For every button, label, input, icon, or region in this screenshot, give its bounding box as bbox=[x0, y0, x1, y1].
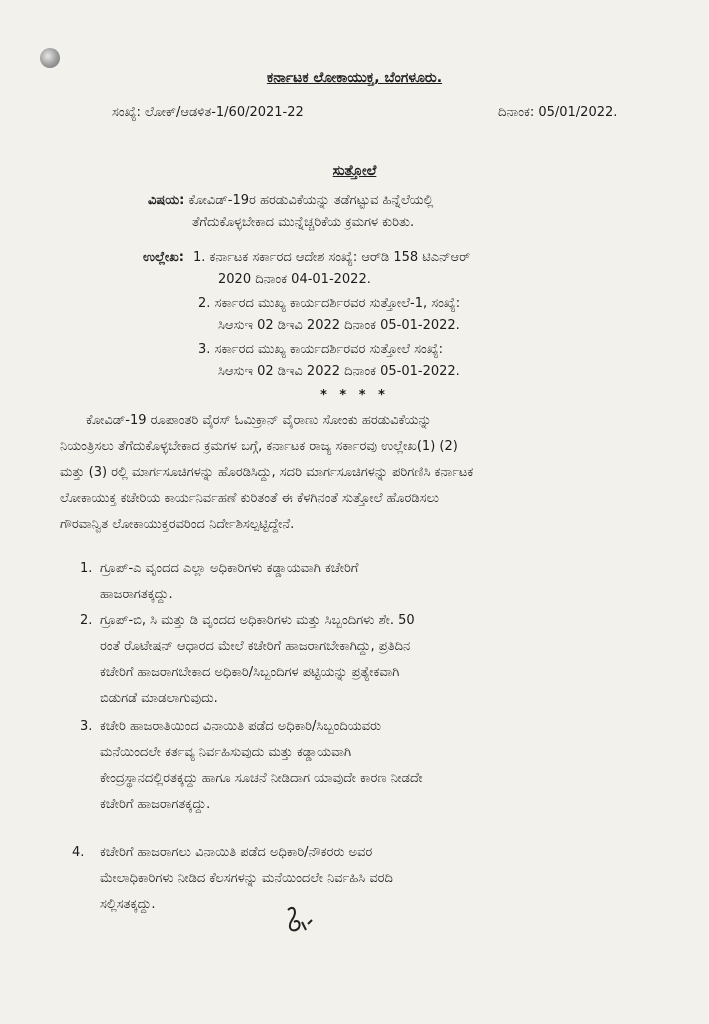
subject-label: ವಿಷಯ: bbox=[148, 193, 185, 208]
references-label: ಉಲ್ಲೇಖ: bbox=[143, 250, 184, 265]
directive-4-number: 4. bbox=[72, 845, 85, 860]
directive-2-number: 2. bbox=[80, 613, 93, 628]
directive-3-line-2: ಮನೆಯಿಂದಲೇ ಕರ್ತವ್ಯ ನಿರ್ವಹಿಸುವುದು ಮತ್ತು ಕಡ್ಡಾಯವಾಗಿ bbox=[100, 745, 352, 760]
subject-line-2: ತೆಗೆದುಕೊಳ್ಳಬೇಕಾದ ಮುನ್ನೆಚ್ಚರಿಕೆಯ ಕ್ರಮಗಳ ಕುರಿತು. bbox=[192, 215, 415, 230]
directive-3-line-3: ಕೇಂದ್ರಸ್ಥಾನದಲ್ಲಿರತಕ್ಕದ್ದು ಹಾಗೂ ಸೂಚನೆ ನೀಡಿದಾಗ ಯಾವುದೇ ಕಾರಣ ನೀಡದೇ bbox=[100, 771, 423, 786]
directive-2-line-1: ಗ್ರೂಪ್-ಬಿ, ಸಿ ಮತ್ತು ಡಿ ವೃಂದದ ಅಧಿಕಾರಿಗಳು ಮತ್ತು ಸಿಬ್ಬಂದಿಗಳು ಶೇ. 50 bbox=[100, 613, 415, 628]
directive-2-line-2: ರಂತೆ ರೊಟೇಷನ್ ಆಧಾರದ ಮೇಲೆ ಕಚೇರಿಗೆ ಹಾಜರಾಗಬೇಕಾಗಿದ್ದು, ಪ್ರತಿದಿನ bbox=[100, 639, 411, 654]
directive-1-number: 1. bbox=[80, 561, 93, 576]
separator-stars: * * * * bbox=[320, 388, 389, 403]
initials-signature bbox=[280, 900, 320, 940]
directive-3-line-1: ಕಚೇರಿ ಹಾಜರಾತಿಯಿಂದ ವಿನಾಯಿತಿ ಪಡೆದ ಅಧಿಕಾರಿ/ಸಿಬ್ಬಂದಿಯವರು bbox=[100, 719, 382, 734]
body-line-5: ಗೌರವಾನ್ವಿತ ಲೋಕಾಯುಕ್ತರವರಿಂದ ನಿರ್ದೇಶಿಸಲ್ಪಟ್ಟಿದ್ದೇನೆ. bbox=[60, 517, 295, 532]
directive-4-line-2: ಮೇಲಾಧಿಕಾರಿಗಳು ನೀಡಿದ ಕೆಲಸಗಳನ್ನು ಮನೆಯಿಂದಲೇ ನಿರ್ವಹಿಸಿ ವರದಿ bbox=[100, 871, 393, 886]
directive-2-line-3: ಕಚೇರಿಗೆ ಹಾಜರಾಗಬೇಕಾದ ಅಧಿಕಾರಿ/ಸಿಬ್ಬಂದಿಗಳ ಪಟ್ಟಿಯನ್ನು ಪ್ರತ್ಯೇಕವಾಗಿ bbox=[100, 665, 400, 680]
reference-item-3-line-2: ಸಿಆಸುಇ 02 ಡಿಇವಿ 2022 ದಿನಾಂಕ 05-01-2022. bbox=[218, 364, 460, 379]
directive-3-number: 3. bbox=[80, 719, 93, 734]
office-header bbox=[0, 70, 709, 86]
body-line-4: ಲೋಕಾಯುಕ್ತ ಕಚೇರಿಯ ಕಾರ್ಯನಿರ್ವಹಣೆ ಕುರಿತಂತೆ ಈ ಕೆಳಗಿನಂತೆ ಸುತ್ತೋಲೆ ಹೊರಡಿಸಲು bbox=[60, 491, 440, 506]
directive-3-line-4: ಕಚೇರಿಗೆ ಹಾಜರಾಗತಕ್ಕದ್ದು. bbox=[100, 797, 211, 812]
directive-2-line-4: ಬಿಡುಗಡೆ ಮಾಡಲಾಗುವುದು. bbox=[100, 691, 218, 706]
directive-1-line-1: ಗ್ರೂಪ್-ಎ ವೃಂದದ ಎಲ್ಲಾ ಅಧಿಕಾರಿಗಳು ಕಡ್ಡಾಯವಾಗಿ ಕಚೇರಿಗೆ bbox=[100, 561, 359, 576]
reference-item-2-line-2: ಸಿಆಸುಇ 02 ಡಿಇವಿ 2022 ದಿನಾಂಕ 05-01-2022. bbox=[218, 318, 460, 333]
circular-heading bbox=[0, 163, 709, 179]
directive-4-line-3: ಸಲ್ಲಿಸತಕ್ಕದ್ದು. bbox=[100, 897, 156, 912]
body-line-1: ಕೋವಿಡ್-19 ರೂಪಾಂತರಿ ವೈರಸ್ ಓಮಿಕ್ರಾನ್ ವೈರಾಣು ಸೋಂಕು ಹರಡುವಿಕೆಯನ್ನು bbox=[86, 413, 432, 428]
subject-block bbox=[148, 190, 433, 234]
office-title: ಕರ್ನಾಟಕ ಲೋಕಾಯುಕ್ತ, ಬೆಂಗಳೂರು. bbox=[266, 70, 443, 86]
punch-hole bbox=[40, 48, 60, 68]
subject-line-1: ಕೋವಿಡ್-19ರ ಹರಡುವಿಕೆಯನ್ನು ತಡೆಗಟ್ಟುವ ಹಿನ್ನೆಲೆಯಲ್ಲಿ bbox=[188, 193, 434, 208]
circular-title: ಸುತ್ತೋಲೆ bbox=[332, 163, 377, 179]
reference-item-3-line-1: 3. ಸರ್ಕಾರದ ಮುಖ್ಯ ಕಾರ್ಯದರ್ಶಿರವರ ಸುತ್ತೋಲೆ ಸಂಖ್ಯೆ: bbox=[198, 342, 443, 357]
reference-date: ದಿನಾಂಕ: 05/01/2022. bbox=[498, 105, 618, 120]
reference-item-1-line-2: 2020 ದಿನಾಂಕ 04-01-2022. bbox=[218, 272, 371, 287]
reference-number: ಸಂಖ್ಯೆ: ಲೋಕ್/ಆಡಳಿತ-1/60/2021-22 bbox=[112, 105, 304, 120]
reference-item-1-line-1: 1. ಕರ್ನಾಟಕ ಸರ್ಕಾರದ ಆದೇಶ ಸಂಖ್ಯೆ: ಆರ್‌ಡಿ 158 ಟಿಎನ್‌ಆರ್ bbox=[193, 250, 471, 265]
directive-1-line-2: ಹಾಜರಾಗತಕ್ಕದ್ದು. bbox=[100, 587, 173, 602]
body-line-3: ಮತ್ತು (3) ರಲ್ಲಿ ಮಾರ್ಗಸೂಚಿಗಳನ್ನು ಹೊರಡಿಸಿದ್ದು, ಸದರಿ ಮಾರ್ಗಸೂಚಿಗಳನ್ನು ಪರಿಗಣಿಸಿ ಕರ್ನಾಟಕ bbox=[60, 465, 474, 480]
reference-item-2-line-1: 2. ಸರ್ಕಾರದ ಮುಖ್ಯ ಕಾರ್ಯದರ್ಶಿರವರ ಸುತ್ತೋಲೆ-1, ಸಂಖ್ಯೆ: bbox=[198, 296, 461, 311]
directive-4-line-1: ಕಚೇರಿಗೆ ಹಾಜರಾಗಲು ವಿನಾಯಿತಿ ಪಡೆದ ಅಧಿಕಾರಿ/ನೌಕರರು ಅವರ bbox=[100, 845, 373, 860]
body-paragraph bbox=[60, 408, 640, 538]
references-block bbox=[143, 247, 583, 383]
body-line-2: ನಿಯಂತ್ರಿಸಲು ತೆಗೆದುಕೊಳ್ಳಬೇಕಾದ ಕ್ರಮಗಳ ಬಗ್ಗೆ, ಕರ್ನಾಟಕ ರಾಜ್ಯ ಸರ್ಕಾರವು ಉಲ್ಲೇಖ(1) (2) bbox=[60, 439, 458, 454]
